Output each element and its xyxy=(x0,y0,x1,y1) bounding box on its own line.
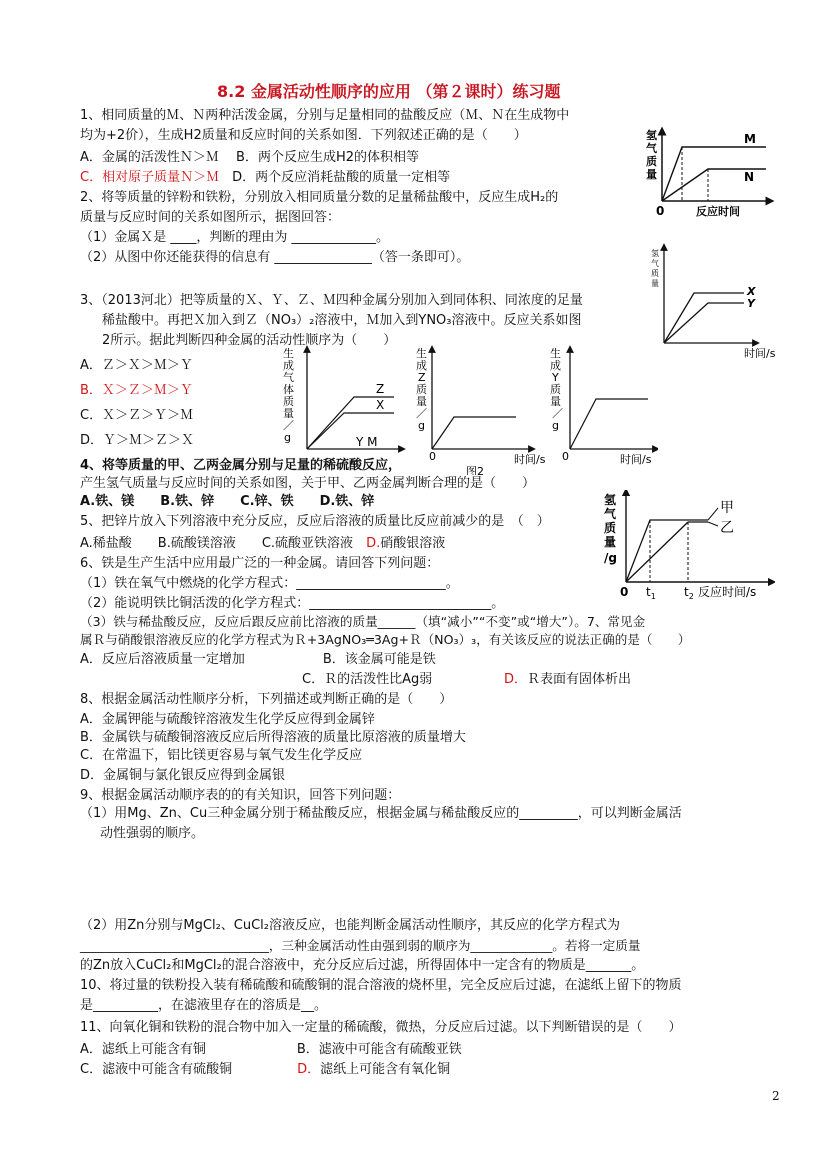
fig4-line-yi-rise xyxy=(626,522,688,582)
q8-option-a: A．金属钾能与硫酸锌溶液发生化学反应得到金属锌 xyxy=(80,712,375,727)
q9-sub-2: （2）用Zn分别与MgCl₂、CuCl₂溶液反应，也能判断金属活动性顺序，其反应的化学方程式为 xyxy=(80,918,621,933)
q9-sub-1-cont: 动性强弱的顺序。 xyxy=(100,826,205,841)
fig3-c1-ylabel-5: 量 xyxy=(283,407,294,420)
q7-option-d-text: Ｒ表面有固体析出 xyxy=(527,672,632,687)
figure-1-m-n-graph xyxy=(640,125,780,220)
fig3-c1-ylabel-7: g xyxy=(284,431,291,444)
fig4-t2-main: t xyxy=(684,585,689,599)
q11-option-d-text: 滤纸上可能含有氧化铜 xyxy=(320,1062,451,1077)
q5-options xyxy=(80,536,445,552)
fig4-t1 xyxy=(646,585,656,600)
fig3-c2-x-label: 时间/s xyxy=(514,453,546,466)
q3-option-b: B．Ｘ＞Ｚ＞Ｍ＞Ｙ xyxy=(80,383,193,398)
fig4-t1-main: t xyxy=(646,585,651,599)
fig3-chart1-y-label xyxy=(283,346,294,444)
fig3-c3-ylabel-0: 生 xyxy=(550,347,561,360)
fig4-x-label: 反应时间/s xyxy=(698,585,757,599)
q11-answer-d: D． xyxy=(297,1062,321,1077)
fig4-ylabel-2: 质 xyxy=(604,521,617,535)
fig3-c1-label-x: X xyxy=(376,398,385,412)
q7-options-ab: A．反应后溶液质量一定增加 B．该金属可能是铁 xyxy=(80,652,436,667)
fig4-label-jia: 甲 xyxy=(720,500,734,516)
fig2-y-label xyxy=(651,248,659,288)
q10-line-1: 10、将过量的铁粉投入装有稀硫酸和硫酸铜的混合溶液的烧杯里，完全反应后过滤，在滤纸上留下的物质 xyxy=(80,978,682,993)
figure-3-three-charts xyxy=(278,345,658,475)
fig3-c3-ylabel-3: 质 xyxy=(550,383,561,396)
fig3-caption: 图2 xyxy=(466,465,484,475)
q8-option-b: B．金属铁与硫酸铜溶液反应后所得溶液的质量比原溶液的质量增大 xyxy=(80,730,466,745)
fig3-c1-ylabel-1: 成 xyxy=(283,359,294,372)
q3-option-a: A．Ｚ＞Ｘ＞Ｍ＞Ｙ xyxy=(80,358,193,373)
q6-line-1: 6、铁是生产生活中应用最广泛的一种金属。请回答下列问题： xyxy=(80,556,440,571)
q6-sub-1: （1）铁在氧气中燃烧的化学方程式：_______________________。 xyxy=(80,576,459,591)
q8-line-1: 8、根据金属活动性顺序分析，下列描述或判断正确的是（ ） xyxy=(80,692,453,707)
q8-option-c: C．在常温下，铝比镁更容易与氧气发生化学反应 xyxy=(80,748,363,763)
fig3-c3-ylabel-2: Y xyxy=(552,371,559,384)
fig2-ylabel-3: 量 xyxy=(651,279,659,288)
fig4-t2-sub: 2 xyxy=(688,592,694,600)
fig3-c2-ylabel-3: 质 xyxy=(416,383,427,396)
q1-line-1: 1、相同质量的Ｍ、Ｎ两种活泼金属，分别与足量相同的盐酸反应（Ｍ、Ｎ在生成物中 xyxy=(80,108,570,123)
q2-sub-1: （1）金属Ｘ是 ____，判断的理由为 _____________。 xyxy=(80,230,390,245)
fig3-chart2-y-label xyxy=(416,346,427,432)
q11-options-ab: A．滤纸上可能含有铜 B．滤液中可能含有硫酸亚铁 xyxy=(80,1042,462,1057)
q3-option-d: D．Ｙ＞Ｍ＞Ｚ＞Ｘ xyxy=(80,433,195,448)
q7-answer-d: D． xyxy=(504,672,528,687)
q9-sub-1: （1）用Mg、Zn、Cu三种金属分别于稀盐酸反应，根据金属与稀盐酸反应的_________，可以判断金属活 xyxy=(80,806,682,821)
fig2-ylabel-1: 气 xyxy=(651,259,659,268)
fig4-label-yi: 乙 xyxy=(720,520,734,536)
fig3-c2-ylabel-2: Z xyxy=(418,371,426,384)
fig3-c3-ylabel-5: ／ xyxy=(552,407,563,420)
fig3-c2-line xyxy=(432,417,516,449)
q7-option-c: C．Ｒ的活泼性比Ag弱 xyxy=(302,672,433,687)
q3-line-1: 3、（2013河北）把等质量的Ｘ、Ｙ、Ｚ、Ｍ四种金属分别加入到同体积、同浓度的足量 xyxy=(80,293,583,308)
page-number: 2 xyxy=(772,1089,780,1103)
fig3-c1-ylabel-6: ／ xyxy=(283,419,294,432)
fig2-x-label: 时间/s xyxy=(744,347,776,358)
q9-sub-2-line-3: 的Zn放入CuCl₂和MgCl₂的混合溶液中，充分反应后过滤，所得固体中一定含有的物质是_______。 xyxy=(80,958,645,973)
fig3-c1-ylabel-0: 生 xyxy=(283,347,294,360)
page-title: 8.2 金属活动性顺序的应用 （第２课时）练习题 xyxy=(217,82,561,101)
fig1-x-label: 反应时间 xyxy=(696,205,740,218)
fig1-label-m: M xyxy=(744,132,756,146)
q5-line-1: 5、把锌片放入下列溶液中充分反应，反应后溶液的质量比反应前减少的是 （ ） xyxy=(80,514,550,529)
fig2-line-x xyxy=(664,293,744,343)
fig3-c1-label-z: Z xyxy=(376,382,385,396)
fig4-ylabel-0: 氢 xyxy=(604,493,617,507)
q9-sub-2-line-2: ______________________________，三种金属活动性由强到弱的顺序为_____________。若将一定质量 xyxy=(80,938,641,953)
q2-sub-2: （2）从图中你还能获得的信息有 _______________（答一条即可）。 xyxy=(80,250,470,265)
q7-option-d xyxy=(504,672,631,688)
figure-4-jia-yi-graph xyxy=(600,490,775,600)
fig4-t1-sub: 1 xyxy=(650,592,656,600)
fig3-c2-ylabel-4: 量 xyxy=(416,395,427,408)
q4-line-1: 4、将等质量的甲、乙两金属分别与足量的稀硫酸反应， xyxy=(80,458,402,473)
q3-line-2: 稀盐酸中。再把Ｘ加入到Ｚ（NO₃）₂溶液中，Ｍ加入到YNO₃溶液中。反应关系如图 xyxy=(102,313,582,328)
fig3-c3-origin: 0 xyxy=(562,450,569,463)
q11-option-c: C．滤液中可能含有硫酸铜 xyxy=(80,1062,298,1077)
fig3-c3-line xyxy=(570,399,648,449)
fig3-c1-ylabel-2: 气 xyxy=(283,371,294,384)
q3-option-c: C．Ｘ＞Ｚ＞Ｙ＞Ｍ xyxy=(80,408,194,423)
fig3-c2-ylabel-6: g xyxy=(418,419,425,432)
q11-line-1: 11、向氧化铜和铁粉的混合物中加入一定量的稀硫酸，微热，分反应后过滤。以下判断错误的是（ ） xyxy=(80,1020,682,1035)
q4-line-2: 产生氢气质量与反应时间的关系如图，关于甲、乙两金属判断合理的是（ ） xyxy=(80,476,536,491)
q11-options-cd xyxy=(80,1062,450,1078)
fig4-t2 xyxy=(684,585,694,600)
fig3-c2-ylabel-1: 成 xyxy=(416,359,427,372)
fig4-ylabel-3: 量 xyxy=(604,535,617,549)
fig4-ylabel-4: /g xyxy=(604,551,617,565)
fig1-ylabel-2: 质 xyxy=(646,155,657,168)
q6-sub-2: （2）能说明铁比铜活泼的化学方程式：____________________________。 xyxy=(80,596,505,611)
figure-2-x-y-graph xyxy=(648,243,783,358)
fig3-c2-ylabel-0: 生 xyxy=(416,347,427,360)
fig3-c1-ylabel-3: 体 xyxy=(283,383,294,396)
q1-answer-c: C．相对原子质量Ｎ＞Ｍ xyxy=(80,170,220,185)
q5-answer-d: D. xyxy=(366,536,381,551)
fig4-leader-jia xyxy=(708,508,718,520)
q2-line-1: 2、将等质量的锌粉和铁粉，分别放入相同质量分数的足量稀盐酸中，反应生成H₂的 xyxy=(80,190,559,205)
q2-line-2: 质量与反应时间的关系如图所示，据图回答： xyxy=(80,210,341,225)
fig1-ylabel-1: 气 xyxy=(646,142,657,155)
q1-options-cd xyxy=(80,170,450,186)
fig2-label-y: Y xyxy=(747,297,755,310)
q8-option-d: D．金属铜与氯化银反应得到金属银 xyxy=(80,768,286,783)
q4-options: A.铁、镁 B.铁、锌 C.锌、铁 D.铁、锌 xyxy=(80,494,375,509)
fig2-ylabel-2: 质 xyxy=(651,269,659,278)
fig3-c1-ylabel-4: 质 xyxy=(283,395,294,408)
q1-option-d: D．两个反应消耗盐酸的质量一定相等 xyxy=(219,170,451,185)
fig4-origin: 0 xyxy=(620,585,629,599)
fig3-c3-ylabel-6: g xyxy=(552,419,559,432)
fig3-c2-ylabel-5: ／ xyxy=(416,407,427,420)
fig1-label-n: N xyxy=(744,170,755,184)
q7-line-1: 属Ｒ与硝酸银溶液反应的化学方程式为Ｒ+3AgNO₃═3Ag+Ｒ（NO₃）₃，有关该反应的说法正确的是（ ） xyxy=(80,632,691,647)
fig4-ylabel-1: 气 xyxy=(604,507,617,521)
q6-sub-3: （3）铁与稀盐酸反应，反应后跟反应前比溶液的质量______（填“减小”“不变”或“增大”）。7、常见金 xyxy=(80,614,646,629)
fig3-c3-ylabel-1: 成 xyxy=(550,359,561,372)
fig3-c1-label-ym: Y M xyxy=(356,435,378,449)
fig3-c2-origin: 0 xyxy=(429,450,436,463)
q9-line-1: 9、根据金属活动顺序表的的有关知识，回答下列问题： xyxy=(80,788,401,803)
fig1-y-label xyxy=(646,128,658,181)
fig3-c1-line-x xyxy=(307,413,394,449)
fig4-leader-yi xyxy=(708,522,718,526)
fig1-ylabel-3: 量 xyxy=(646,168,657,181)
q5-options-abc: A.稀盐酸 B.硫酸镁溶液 C.硫酸亚铁溶液 xyxy=(80,536,367,551)
q1-options-ab: A．金属的活泼性Ｎ＞Ｍ B．两个反应生成H2的体积相等 xyxy=(80,150,419,165)
q1-line-2: 均为+2价），生成H2质量和反应时间的关系如图．下列叙述正确的是（ ） xyxy=(80,128,527,143)
fig4-line-jia xyxy=(626,520,708,582)
fig3-chart3-y-label xyxy=(550,346,563,432)
q10-line-2: 是__________，在滤液里存在的溶质是__。 xyxy=(80,998,328,1013)
q3-line-3: 2所示。据此判断四种金属的活动性顺序为（ ） xyxy=(102,333,397,348)
fig1-ylabel-0: 氢 xyxy=(646,129,657,142)
fig4-y-label xyxy=(604,492,617,565)
fig3-c3-x-label: 时间/s xyxy=(620,453,652,466)
fig2-ylabel-0: 氢 xyxy=(651,249,659,258)
fig3-c3-ylabel-4: 量 xyxy=(550,395,561,408)
q5-option-d-text: 硝酸银溶液 xyxy=(380,536,446,551)
fig2-label-x: X xyxy=(747,285,756,298)
fig1-origin: 0 xyxy=(656,204,665,218)
